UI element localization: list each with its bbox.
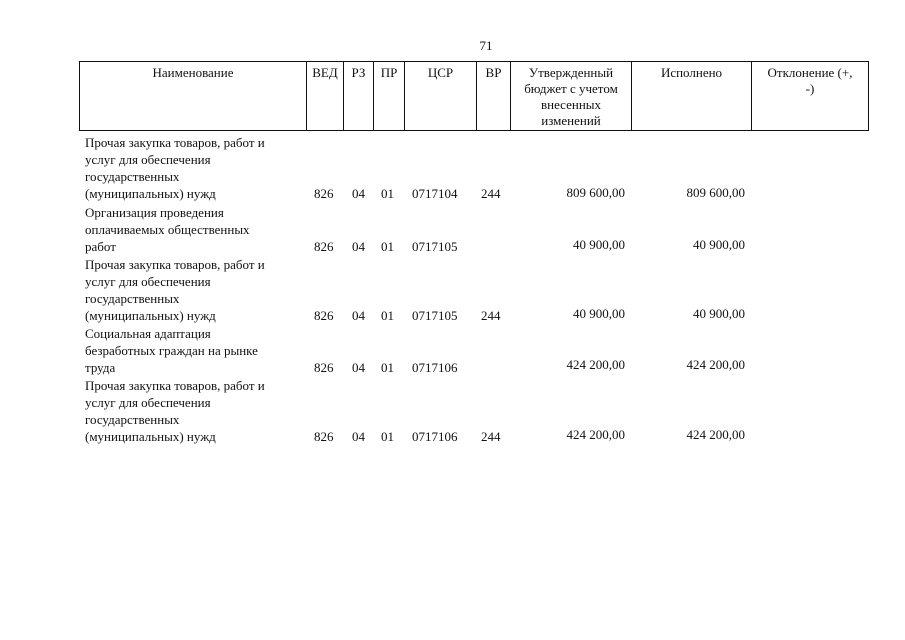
- row-name: Прочая закупка товаров, работ и услуг для обеспечения государственных (муниципальных) нужд: [85, 378, 265, 444]
- row-rz: 04: [352, 429, 365, 444]
- row-executed: 809 600,00: [686, 185, 745, 200]
- row-executed: 424 200,00: [686, 357, 745, 372]
- row-pr: 01: [381, 239, 394, 254]
- row-approved: 809 600,00: [566, 185, 625, 200]
- row-ved: 826: [314, 360, 334, 375]
- row-vr: 244: [481, 308, 501, 323]
- row-name: Организация проведения оплачиваемых общественных работ: [85, 205, 250, 254]
- row-rz: 04: [352, 308, 365, 323]
- row-approved: 424 200,00: [566, 427, 625, 442]
- row-name: Прочая закупка товаров, работ и услуг для обеспечения государственных (муниципальных) нужд: [85, 257, 265, 323]
- row-csr: 0717105: [412, 308, 458, 323]
- row-executed: 40 900,00: [693, 237, 745, 252]
- row-pr: 01: [381, 186, 394, 201]
- row-rz: 04: [352, 186, 365, 201]
- row-approved: 40 900,00: [573, 306, 625, 321]
- row-pr: 01: [381, 429, 394, 444]
- row-rz: 04: [352, 360, 365, 375]
- row-csr: 0717106: [412, 429, 458, 444]
- row-rz: 04: [352, 239, 365, 254]
- header-vr: ВР: [485, 65, 502, 80]
- row-ved: 826: [314, 429, 334, 444]
- row-name: Социальная адаптация безработных граждан на рынке труда: [85, 326, 258, 375]
- header-deviation: Отклонение (+, -): [767, 65, 853, 96]
- header-pr: ПР: [380, 65, 398, 80]
- header-rz: РЗ: [351, 65, 366, 80]
- row-csr: 0717105: [412, 239, 458, 254]
- row-ved: 826: [314, 186, 334, 201]
- row-vr: 244: [481, 429, 501, 444]
- row-approved: 424 200,00: [566, 357, 625, 372]
- row-ved: 826: [314, 308, 334, 323]
- header-executed: Исполнено: [660, 65, 723, 80]
- header-csr: ЦСР: [427, 65, 454, 80]
- header-name: Наименование: [152, 65, 234, 80]
- table-header: [79, 61, 869, 131]
- row-approved: 40 900,00: [573, 237, 625, 252]
- row-name: Прочая закупка товаров, работ и услуг для обеспечения государственных (муниципальных) нужд: [85, 135, 265, 201]
- row-ved: 826: [314, 239, 334, 254]
- row-executed: 424 200,00: [686, 427, 745, 442]
- row-csr: 0717104: [412, 186, 458, 201]
- row-pr: 01: [381, 360, 394, 375]
- row-vr: 244: [481, 186, 501, 201]
- row-executed: 40 900,00: [693, 306, 745, 321]
- header-approved: Утвержденный бюджет с учетом внесенных изменений: [524, 65, 618, 128]
- page-number: 71: [479, 38, 493, 53]
- header-ved: ВЕД: [312, 65, 338, 80]
- row-pr: 01: [381, 308, 394, 323]
- row-csr: 0717106: [412, 360, 458, 375]
